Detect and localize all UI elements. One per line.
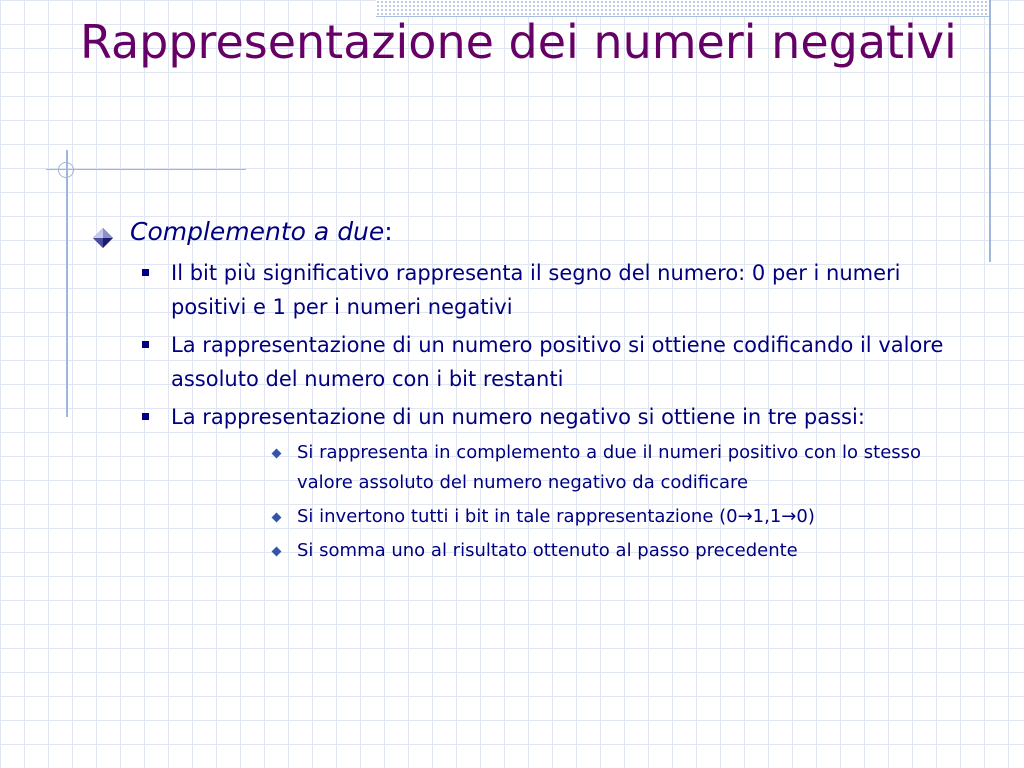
list-item [90,328,950,396]
small-diamond-bullet-icon [272,449,282,459]
square-bullet-icon [142,341,149,348]
list-item-text: Il bit più significativo rappresenta il segno del numero: 0 per i numeri positivi e 1 per i numeri negativi [171,261,901,319]
slide-title: Rappresentazione dei numeri negativi [80,15,957,69]
square-bullet-icon [142,269,149,276]
small-diamond-bullet-icon [272,547,282,557]
list-item-text: La rappresentazione di un numero positivo si ottiene codificando il valore assoluto del numero con i bit restanti [171,333,944,391]
right-vertical-rule [989,0,991,262]
level2-list [90,256,950,566]
left-vertical-rule [66,150,68,417]
heading-italic-text: Complemento a due [130,217,385,246]
diamond-bullet-icon [92,221,114,243]
step-text: Si rappresenta in complemento a due il numeri positivo con lo stesso valore assoluto del numero negativo da codificare [297,442,922,493]
title-underline-rule [46,169,246,170]
step-text: Si somma uno al risultato ottenuto al passo precedente [297,540,798,561]
square-bullet-icon [142,413,149,420]
slide-body [90,212,950,570]
list-item-text: La rappresentazione di un numero negativo si ottiene in tre passi: [171,405,865,429]
level3-list [171,438,950,566]
step-item [171,502,950,532]
step-item [171,438,950,498]
list-item [90,256,950,324]
crosshair-ring-icon [58,162,74,178]
list-item [90,400,950,566]
heading-colon: : [384,217,393,246]
small-diamond-bullet-icon [272,513,282,523]
step-text: Si invertono tutti i bit in tale rappresentazione (0→1,1→0) [297,506,815,527]
heading-bullet-item [90,212,950,252]
step-item [171,536,950,566]
